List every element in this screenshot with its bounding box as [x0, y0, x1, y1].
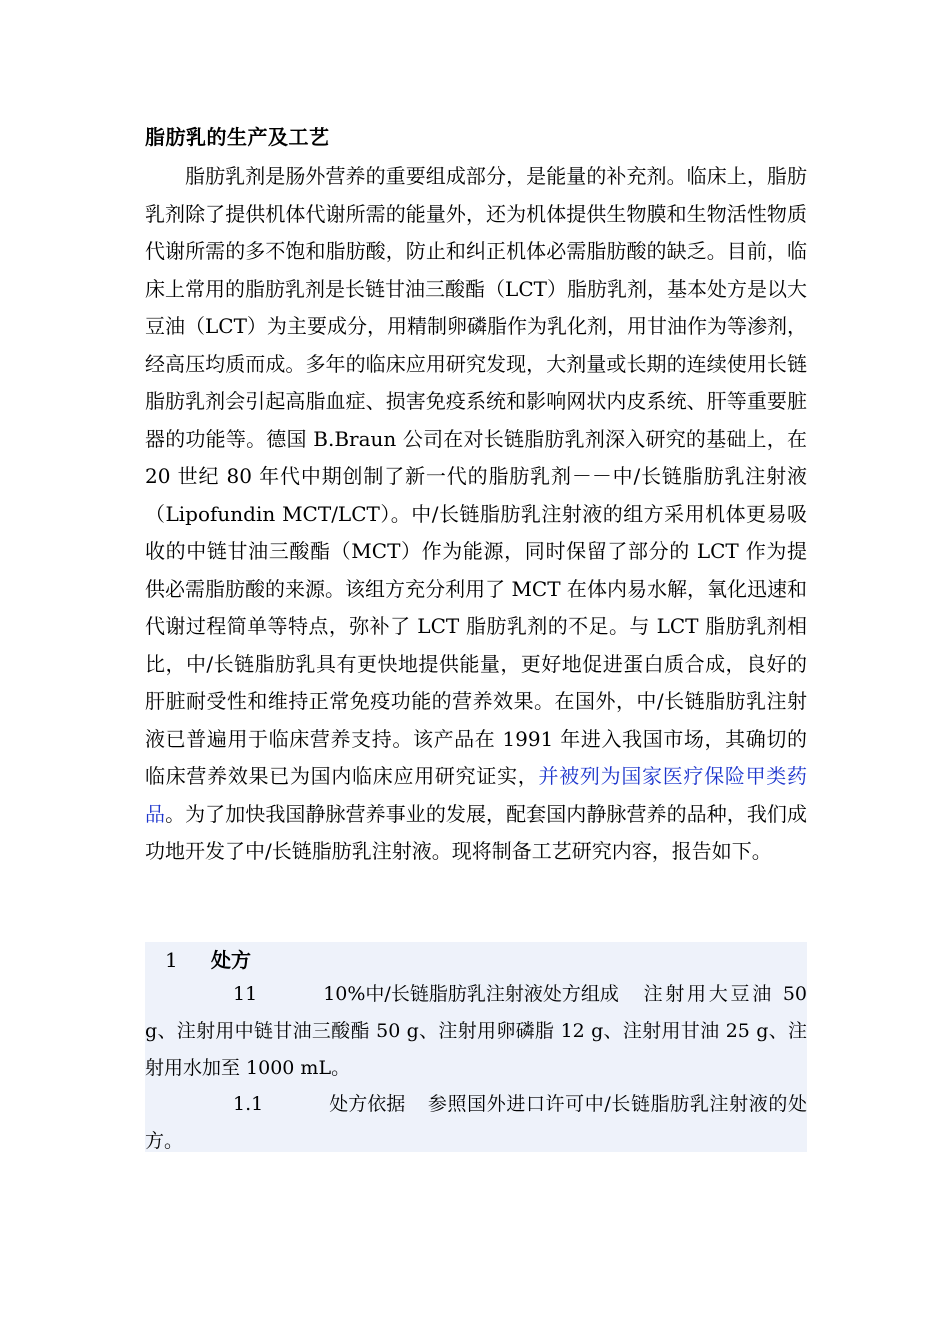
subsection-number: 1.1: [233, 1093, 264, 1115]
section-number: 1: [165, 948, 178, 972]
subsection-text: 注射用大豆油 50 g、注射用中链甘油三酸酯 50 g、注射用卵磷脂 12 g、注射用甘油 25 g、注射用水加至 1000 mL。: [145, 983, 807, 1079]
subsection-number: 11: [233, 983, 258, 1005]
formulation-basis-paragraph: [145, 1086, 807, 1160]
subsection-term: 10%中/长链脂肪乳注射液处方组成: [323, 983, 619, 1005]
intro-text-before-link: 脂肪乳剂是肠外营养的重要组成部分，是能量的补充剂。临床上，脂肪乳剂除了提供机体代谢所需的能量外，还为机体提供生物膜和生物活性物质代谢所需的多不饱和脂肪酸，防止和纠正机体必需脂肪酸的缺乏。目前，临床上常用的脂肪乳剂是长链甘油三酸酯（LCT）脂肪乳剂，基本处方是以大豆油（LCT）为主要成分，用精制卵磷脂作为乳化剂，用甘油作为等渗剂，经高压均质而成。多年的临床应用研究发现，大剂量或长期的连续使用长链脂肪乳剂会引起高脂血症、损害免疫系统和影响网状内皮系统、肝等重要脏器的功能等。德国 B.Braun 公司在对长链脂肪乳剂深入研究的基础上，在 20 世纪 80 年代中期创制了新一代的脂肪乳剂－－中/长链脂肪乳注射液（Lipofundin MCT/LCT）。中/长链脂肪乳注射液的组方采用机体更易吸收的中链甘油三酸酯（MCT）作为能源，同时保留了部分的 LCT 作为提供必需脂肪酸的来源。该组方充分利用了 MCT 在体内易水解，氧化迅速和代谢过程简单等特点，弥补了 LCT 脂肪乳剂的不足。与 LCT 脂肪乳剂相比，中/长链脂肪乳具有更快地提供能量，更好地促进蛋白质合成，良好的肝脏耐受性和维持正常免疫功能的营养效果。在国外，中/长链脂肪乳注射液已普遍用于临床营养支持。该产品在 1991 年进入我国市场，其确切的临床营养效果已为国内临床应用研究证实，: [145, 164, 807, 788]
subsection-text: 参照国外进口许可中/长链脂肪乳注射液的处方。: [145, 1093, 807, 1152]
insurance-link[interactable]: 并被列为国家医疗保险甲类药品: [145, 764, 808, 826]
section-heading: [165, 945, 251, 975]
intro-text-after-link: 。为了加快我国静脉营养事业的发展，配套国内静脉营养的品种，我们成功地开发了中/长链脂肪乳注射液。现将制备工艺研究内容，报告如下。: [145, 801, 807, 863]
subsection-term: 处方依据: [329, 1093, 406, 1115]
document-title: 脂肪乳的生产及工艺: [145, 125, 330, 149]
formulation-paragraph: [145, 976, 807, 1087]
section-heading-text: 处方: [211, 948, 251, 972]
intro-paragraph: [145, 158, 807, 871]
